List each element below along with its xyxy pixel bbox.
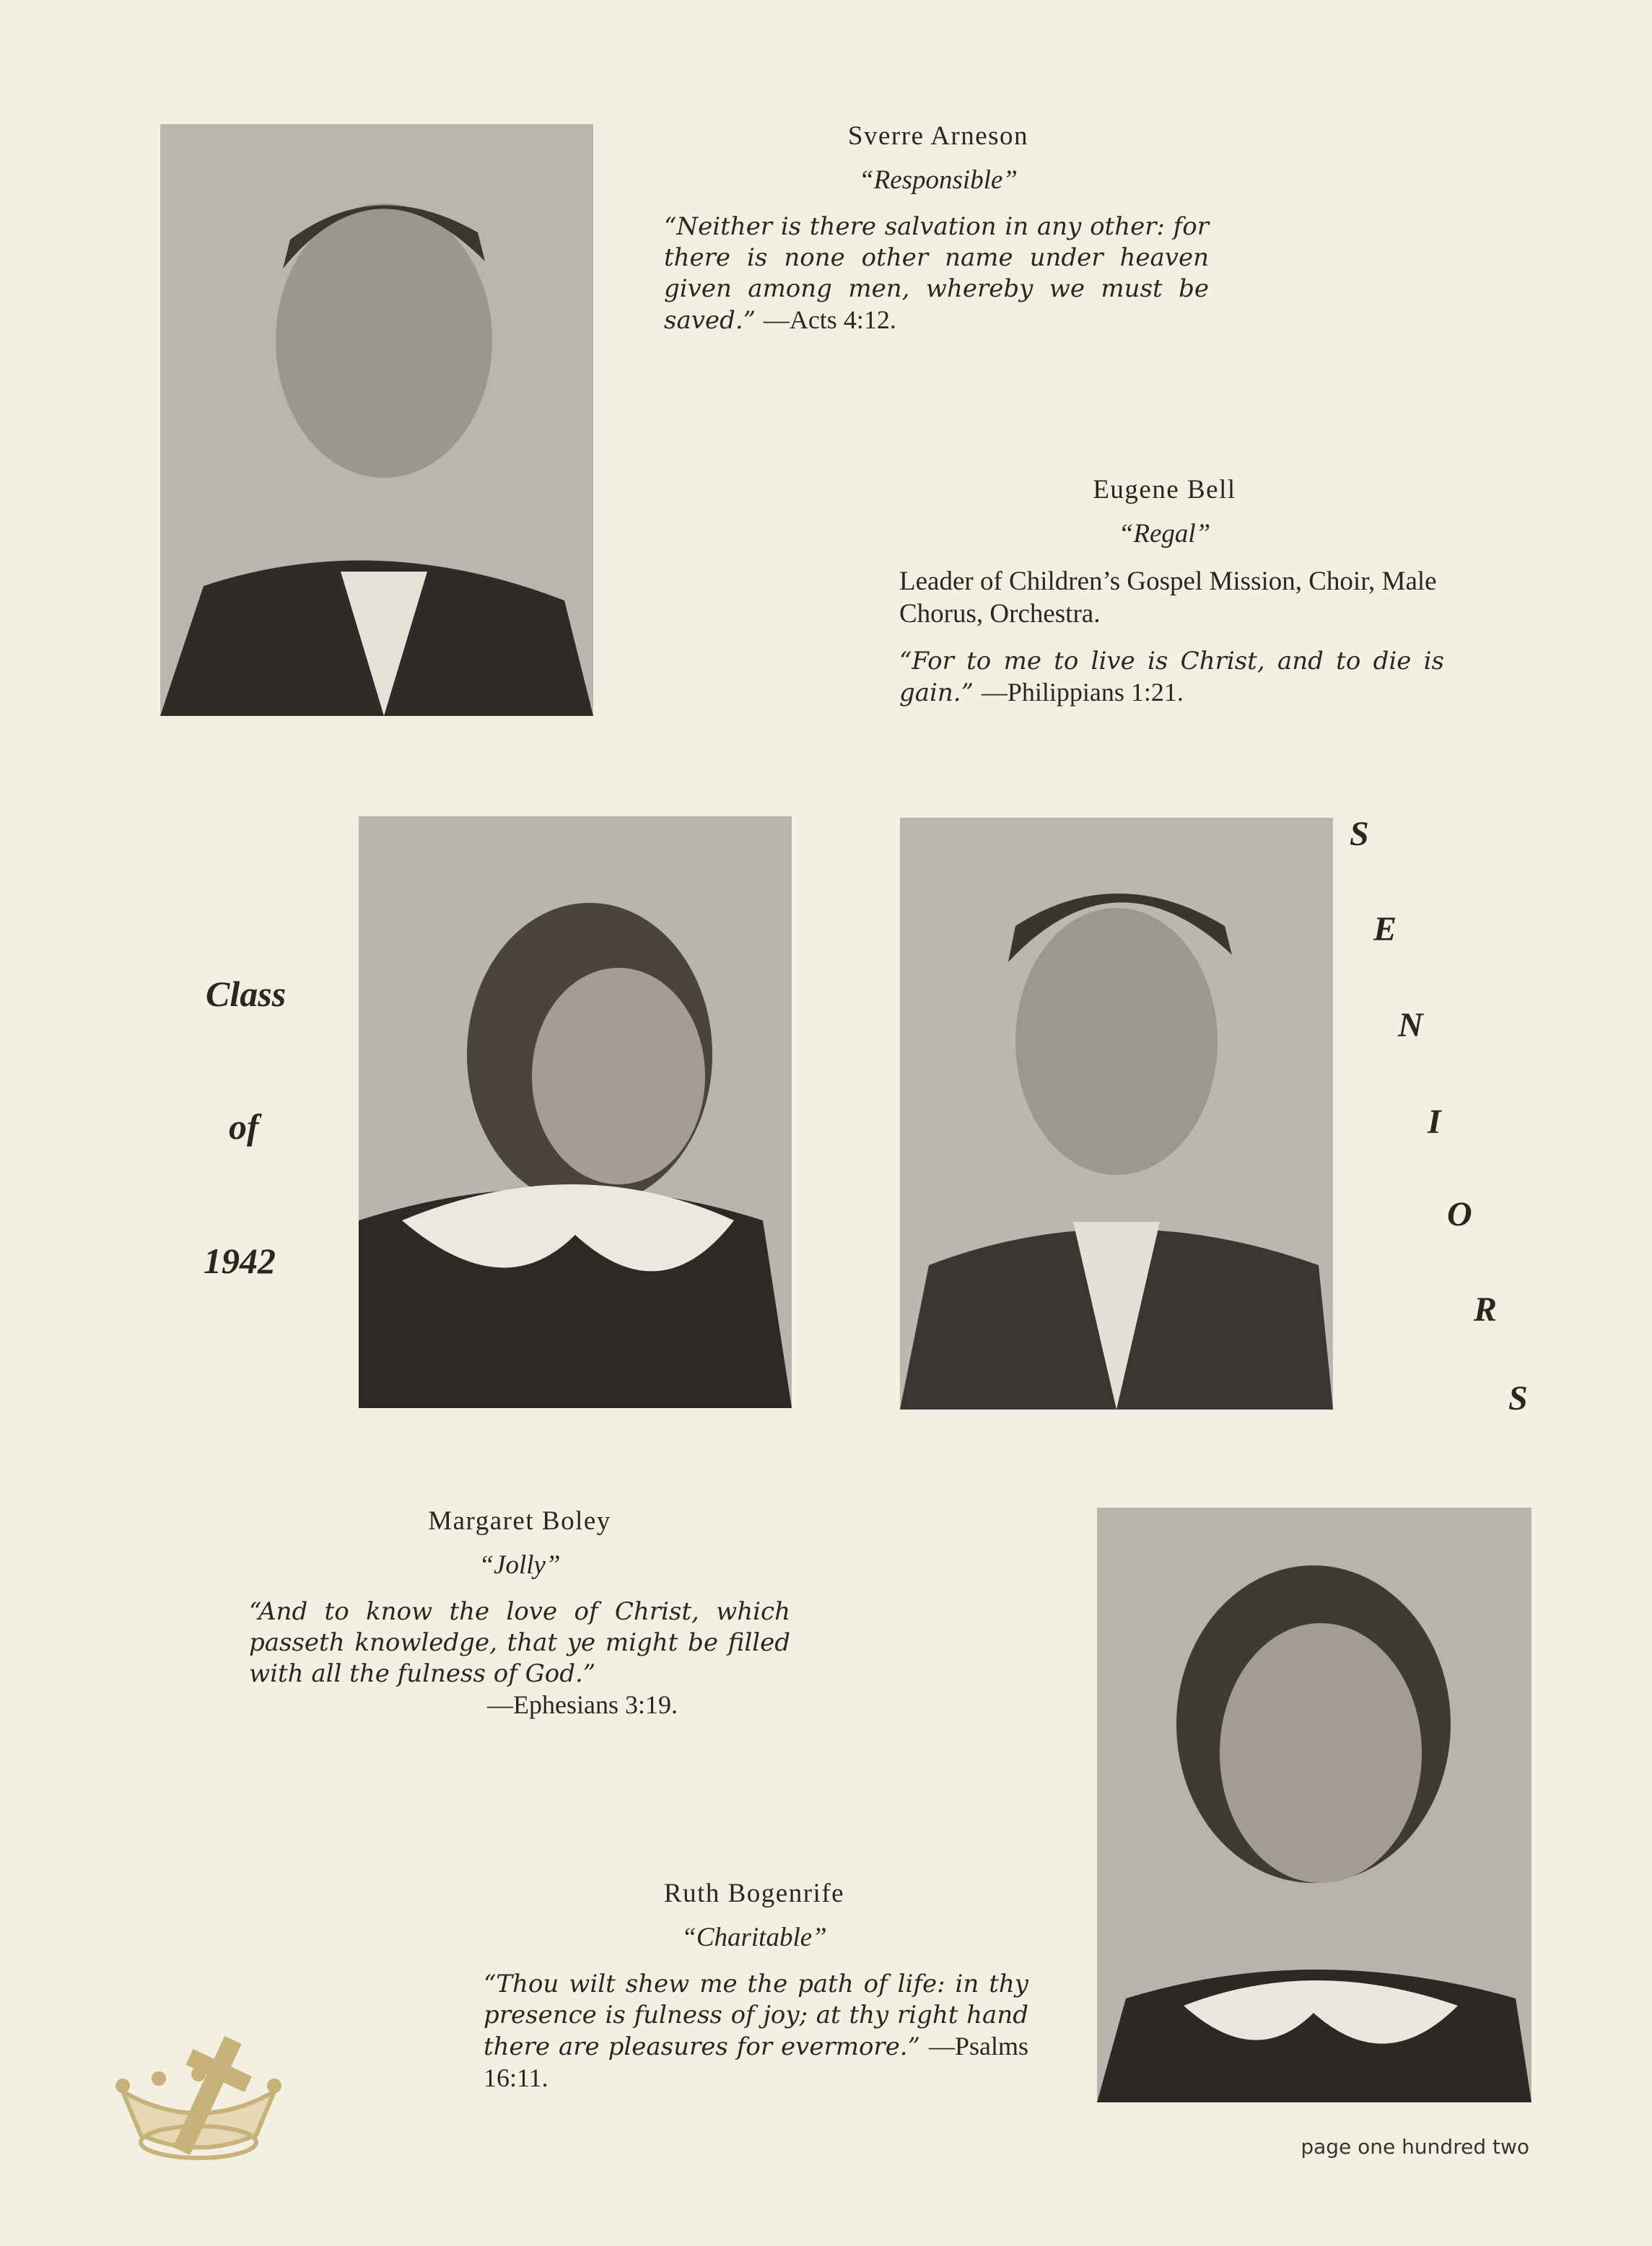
page-number: page one hundred two (1301, 2135, 1529, 2159)
quote-text: “For to me to live is Christ, and to die is gain.” (899, 647, 1444, 707)
portrait-ruth-bogenrife (1097, 1508, 1531, 2102)
seniors-letter-i: I (1428, 1103, 1441, 1141)
scripture-reference: —Acts 4:12. (763, 305, 896, 334)
quote-text: “And to know the love of Christ, which passeth knowledge, that ye might be filled with all the fulness of God.” (249, 1597, 790, 1688)
senior-nickname: “Responsible” (859, 165, 1018, 195)
class-label-line2: of (229, 1106, 259, 1147)
senior-activities: Leader of Children’s Gospel Mission, Choir, Male Chorus, Orchestra. (899, 567, 1437, 629)
senior-entry-margaret-boley (249, 1506, 797, 1721)
seniors-letter-s: S (1350, 815, 1369, 853)
senior-quote (899, 646, 1444, 709)
senior-quote (484, 1969, 1028, 2094)
senior-name: Sverre Arneson (847, 121, 1029, 151)
class-label-line1: Class (206, 974, 287, 1014)
portrait-margaret-boley (359, 816, 792, 1408)
senior-entry-eugene-bell (899, 474, 1448, 709)
quote-text: “Neither is there salvation in any other: for there is none other name under heaven given among men, whereby we must be saved.” (664, 212, 1209, 335)
portrait-eugene-bell (900, 818, 1333, 1410)
senior-quote (249, 1596, 790, 1721)
seniors-letter-e: E (1373, 910, 1397, 948)
seniors-letter-n: N (1398, 1006, 1423, 1044)
senior-entry-ruth-bogenrife (484, 1878, 1032, 2094)
senior-nickname: “Charitable” (681, 1923, 827, 1952)
senior-name: Margaret Boley (428, 1506, 611, 1536)
senior-nickname: “Regal” (1118, 519, 1211, 549)
crown-cross-emblem-icon (108, 2027, 289, 2171)
seniors-letter-o: O (1447, 1195, 1472, 1233)
seniors-letter-r: R (1474, 1290, 1498, 1329)
senior-entry-sverre-arneson (664, 121, 1212, 336)
scripture-reference: —Ephesians 3:19. (487, 1690, 678, 1719)
scripture-reference: —Psalms 16:11. (484, 2032, 1028, 2092)
class-label-line3: 1942 (204, 1241, 276, 1281)
scripture-reference: —Philippians 1:21. (981, 678, 1184, 707)
senior-nickname: “Jolly” (478, 1550, 561, 1580)
seniors-letter-s2: S (1508, 1379, 1528, 1417)
senior-name: Ruth Bogenrife (663, 1879, 845, 1908)
quote-text: “Thou wilt shew me the path of life: in thy presence is fulness of joy; at thy right hand there are pleasures for evermore.” (484, 1970, 1028, 2061)
senior-quote (664, 211, 1209, 336)
portrait-sverre-arneson (160, 124, 593, 716)
senior-name: Eugene Bell (1093, 475, 1236, 504)
